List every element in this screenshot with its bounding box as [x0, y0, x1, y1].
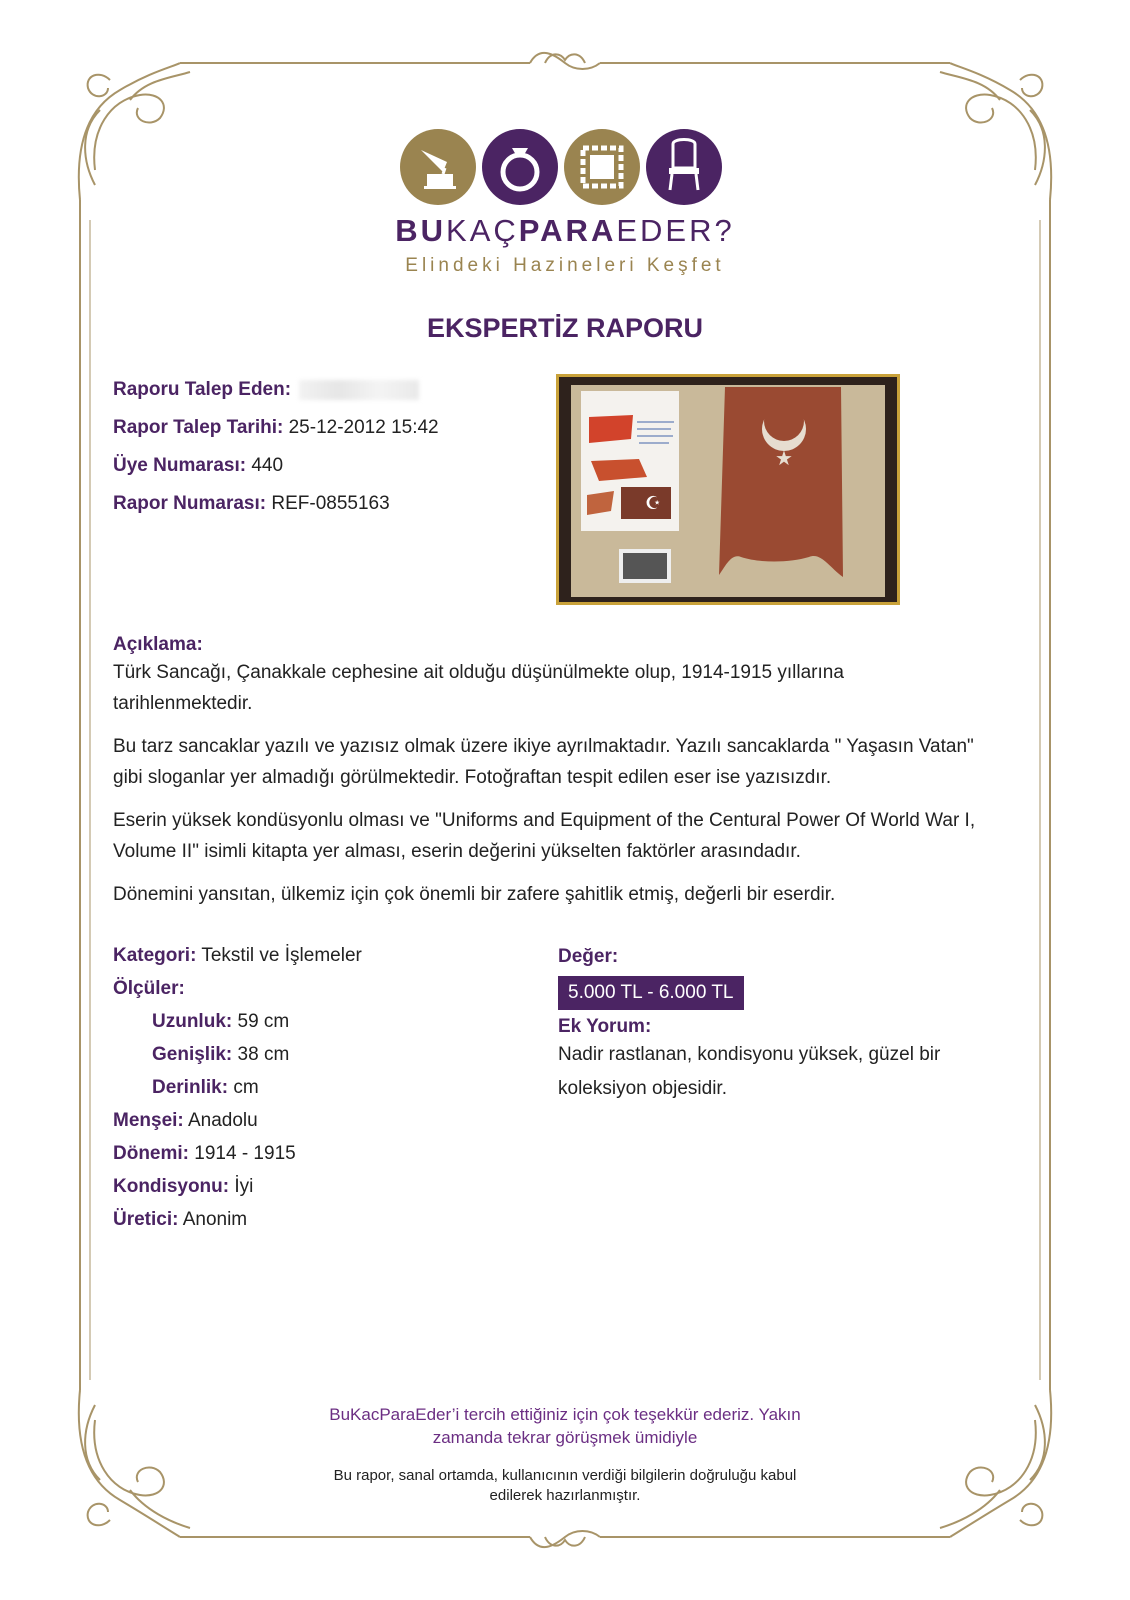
maker-value: Anonim [182, 1209, 248, 1230]
date-value: 25-12-2012 15:42 [288, 417, 439, 438]
comment-label: Ek Yorum: [558, 1016, 652, 1037]
length-label: Uzunluk: [152, 1011, 233, 1032]
date-row [113, 416, 439, 454]
thanks-line: zamanda tekrar görüşmek ümidiyle [432, 1428, 698, 1447]
length-value: 59 cm [237, 1011, 290, 1032]
svg-text:★: ★ [775, 446, 793, 470]
brand-part: EDER? [616, 213, 735, 248]
disclaimer-line: Bu rapor, sanal ortamda, kullanıcının verdiği bilgilerin doğruluğu kabul [333, 1467, 797, 1484]
period-value: 1914 - 1915 [194, 1143, 296, 1164]
member-label: Üye Numarası: [113, 455, 247, 476]
thanks-line: BuKacParaEder’i tercih ettiğiniz için çok teşekkür ederiz. Yakın [329, 1405, 801, 1424]
brand-name [0, 213, 1130, 249]
dimensions-row [113, 977, 362, 1010]
condition-row [113, 1175, 362, 1208]
flag-photo-illustration [559, 377, 897, 602]
width-value: 38 cm [237, 1044, 290, 1065]
chair-icon [645, 128, 723, 206]
brand-logo [399, 128, 729, 208]
report-meta [113, 378, 439, 530]
gramophone-icon [399, 128, 477, 206]
maker-row [113, 1208, 362, 1241]
requester-row [113, 378, 439, 416]
item-photo [556, 374, 900, 605]
thanks-message [0, 1403, 1130, 1449]
description-section [113, 633, 983, 922]
category-label: Kategori: [113, 945, 197, 966]
svg-text:☪: ☪ [645, 493, 662, 514]
report-number-row [113, 492, 439, 530]
length-row [113, 1010, 362, 1043]
origin-row [113, 1109, 362, 1142]
dimensions-label: Ölçüler: [113, 978, 185, 999]
disclaimer [0, 1466, 1130, 1506]
description-paragraph: Dönemini yansıtan, ülkemiz için çok önemli bir zafere şahitlik etmiş, değerli bir eserdir. [113, 884, 836, 905]
report-number-label: Rapor Numarası: [113, 493, 267, 514]
category-row [113, 944, 362, 977]
comment-text: Nadir rastlanan, kondisyonu yüksek, güzel bir koleksiyon objesidir. [558, 1044, 941, 1099]
period-row [113, 1142, 362, 1175]
description-paragraph: Bu tarz sancaklar yazılı ve yazısız olmak üzere ikiye ayrılmaktadır. Yazılı sancaklarda " Yaşasın Vatan" gibi sloganlar yer almadığı görülmektedir. Fotoğraftan tespit edilen eser ise yazısızdır. [113, 736, 974, 788]
brand-part: BU [395, 213, 447, 248]
frame-icon [563, 128, 641, 206]
brand-tagline: Elindeki Hazineleri Keşfet [405, 255, 725, 276]
ring-icon [481, 128, 559, 206]
report-number-value: REF-0855163 [271, 493, 390, 514]
valuation-section [558, 946, 988, 1106]
maker-label: Üretici: [113, 1209, 179, 1230]
origin-value: Anadolu [187, 1110, 258, 1131]
value-label: Değer: [558, 946, 619, 967]
width-label: Genişlik: [152, 1044, 233, 1065]
brand-part: KAÇ [446, 213, 519, 248]
report-title: EKSPERTİZ RAPORU [426, 313, 704, 343]
requester-label: Raporu Talep Eden: [113, 379, 292, 400]
depth-value: cm [233, 1077, 259, 1098]
condition-value: İyi [234, 1176, 254, 1197]
width-row [113, 1043, 362, 1076]
depth-row [113, 1076, 362, 1109]
origin-label: Menşei: [113, 1110, 184, 1131]
member-value: 440 [251, 455, 284, 476]
details-list [113, 944, 362, 1241]
member-row [113, 454, 439, 492]
period-label: Dönemi: [113, 1143, 189, 1164]
requester-redacted [299, 380, 419, 400]
description-paragraph: Türk Sancağı, Çanakkale cephesine ait olduğu düşünülmekte olup, 1914-1915 yıllarına tarihlenmektedir. [113, 662, 844, 714]
description-label: Açıklama: [113, 634, 203, 655]
brand-part: PARA [518, 213, 617, 248]
category-value: Tekstil ve İşlemeler [201, 945, 362, 966]
value-badge: 5.000 TL - 6.000 TL [558, 976, 744, 1010]
disclaimer-line: edilerek hazırlanmıştır. [489, 1487, 641, 1504]
condition-label: Kondisyonu: [113, 1176, 230, 1197]
depth-label: Derinlik: [152, 1077, 229, 1098]
date-label: Rapor Talep Tarihi: [113, 417, 284, 438]
description-paragraph: Eserin yüksek kondüsyonlu olması ve "Uniforms and Equipment of the Centural Power Of World War I, Volume II" isimli kitapta yer alması, eserin değerini yükselten faktörler arasındadır. [113, 810, 976, 862]
